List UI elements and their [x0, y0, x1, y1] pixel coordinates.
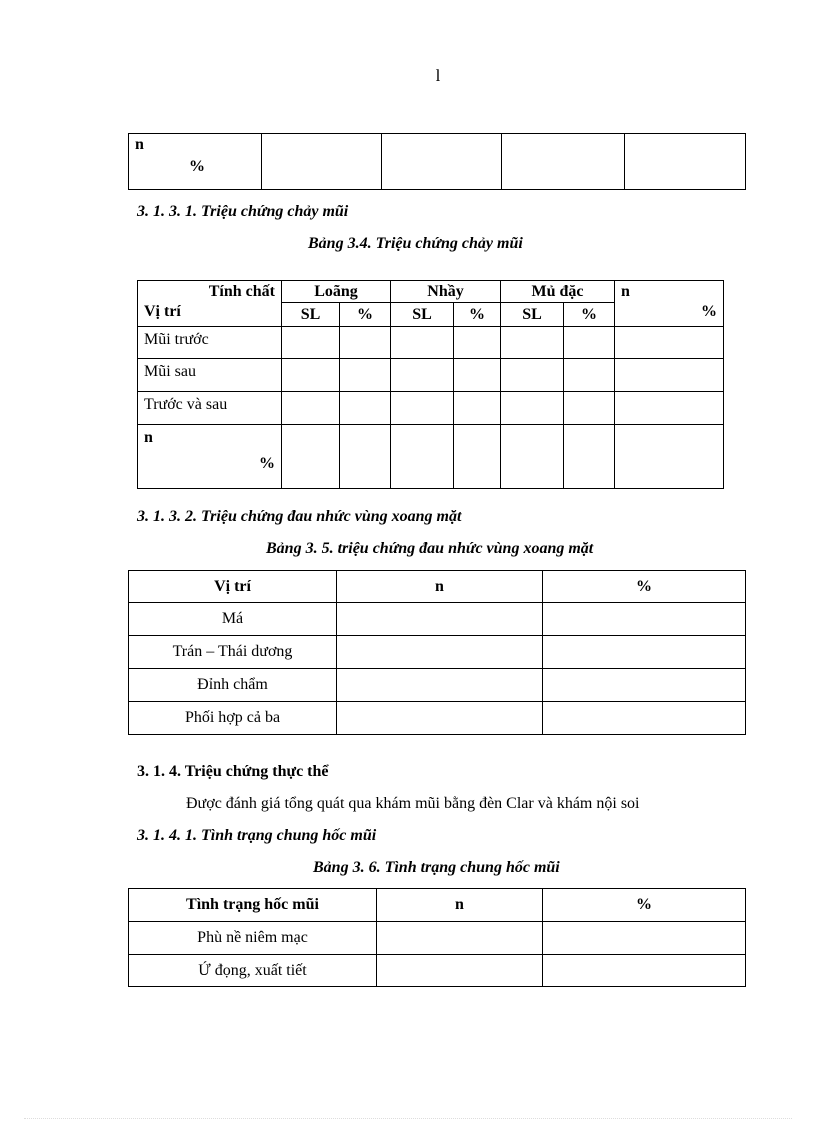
table-cell [502, 134, 625, 190]
row-label-pct: % [189, 158, 205, 175]
table-cell [262, 134, 382, 190]
table-row [138, 425, 724, 489]
row-label: Má [129, 603, 337, 636]
paragraph: Được đánh giá tổng quát qua khám mũi bằng đèn Clar và khám nội soi [186, 795, 640, 812]
header-n: n [337, 571, 543, 603]
sub-header-sl: SL [282, 303, 340, 327]
header-pct: % [543, 571, 746, 603]
total-header [615, 281, 724, 327]
table-cell [625, 134, 746, 190]
table-row [129, 636, 746, 669]
sub-header-sl: SL [501, 303, 564, 327]
row-label: Mũi sau [138, 359, 282, 392]
section-heading-hoc-mui: 3. 1. 4. 1. Tình trạng chung hốc mũi [137, 827, 377, 844]
table-3-5 [128, 570, 746, 735]
table-caption-3-6: Bảng 3. 6. Tình trạng chung hốc mũi [313, 859, 560, 876]
row-label: Trước và sau [138, 392, 282, 425]
table-caption-3-4: Bảng 3.4. Triệu chứng chảy mũi [308, 235, 523, 252]
row-label: Trán – Thái dương [129, 636, 337, 669]
total-header-n: n [621, 283, 630, 300]
table-row [129, 603, 746, 636]
table-cell [129, 134, 262, 190]
table-row [138, 392, 724, 425]
page-number: l [435, 66, 441, 85]
header-tinh-trang: Tình trạng hốc mũi [129, 889, 377, 922]
row-label: Mũi trước [138, 327, 282, 359]
group-header-loang: Loãng [282, 281, 391, 303]
row-label: Đỉnh chẩm [129, 669, 337, 702]
sum-cell [138, 425, 282, 489]
row-label: Phối hợp cả ba [129, 702, 337, 735]
section-heading-chay-mui: 3. 1. 3. 1. Triệu chứng chảy mũi [137, 203, 349, 220]
table-row [129, 955, 746, 987]
row-label-n: n [135, 136, 144, 153]
table-row [138, 359, 724, 392]
section-heading-thuc-the: 3. 1. 4. Triệu chứng thực thể [137, 763, 329, 780]
table-row [129, 702, 746, 735]
sub-header-pct: % [564, 303, 615, 327]
table-3-4 [137, 280, 724, 489]
corner-cell [138, 281, 282, 327]
table-caption-3-5: Bảng 3. 5. triệu chứng đau nhức vùng xoang mặt [266, 540, 594, 557]
header-pct: % [543, 889, 746, 922]
sub-header-pct: % [340, 303, 391, 327]
corner-bottom-label: Vị trí [144, 303, 181, 320]
row-label: Ứ đọng, xuất tiết [129, 955, 377, 987]
table-row [129, 922, 746, 955]
page-bottom-divider [24, 1118, 792, 1119]
table-3-6 [128, 888, 746, 987]
table-cell [382, 134, 502, 190]
header-vi-tri: Vị trí [129, 571, 337, 603]
corner-top-label: Tính chất [208, 283, 275, 300]
group-header-nhay: Nhầy [391, 281, 501, 303]
total-header-pct: % [701, 303, 717, 320]
table-continuation [128, 133, 746, 190]
row-label: Phù nề niêm mạc [129, 922, 377, 955]
table-row [129, 669, 746, 702]
header-n: n [377, 889, 543, 922]
sub-header-pct: % [454, 303, 501, 327]
sub-header-sl: SL [391, 303, 454, 327]
table-row [138, 327, 724, 359]
section-heading-dau-nhuc: 3. 1. 3. 2. Triệu chứng đau nhức vùng xoang mặt [137, 508, 462, 525]
sum-label-pct: % [259, 455, 275, 472]
sum-label-n: n [144, 429, 153, 446]
group-header-mu-dac: Mủ đặc [501, 281, 615, 303]
